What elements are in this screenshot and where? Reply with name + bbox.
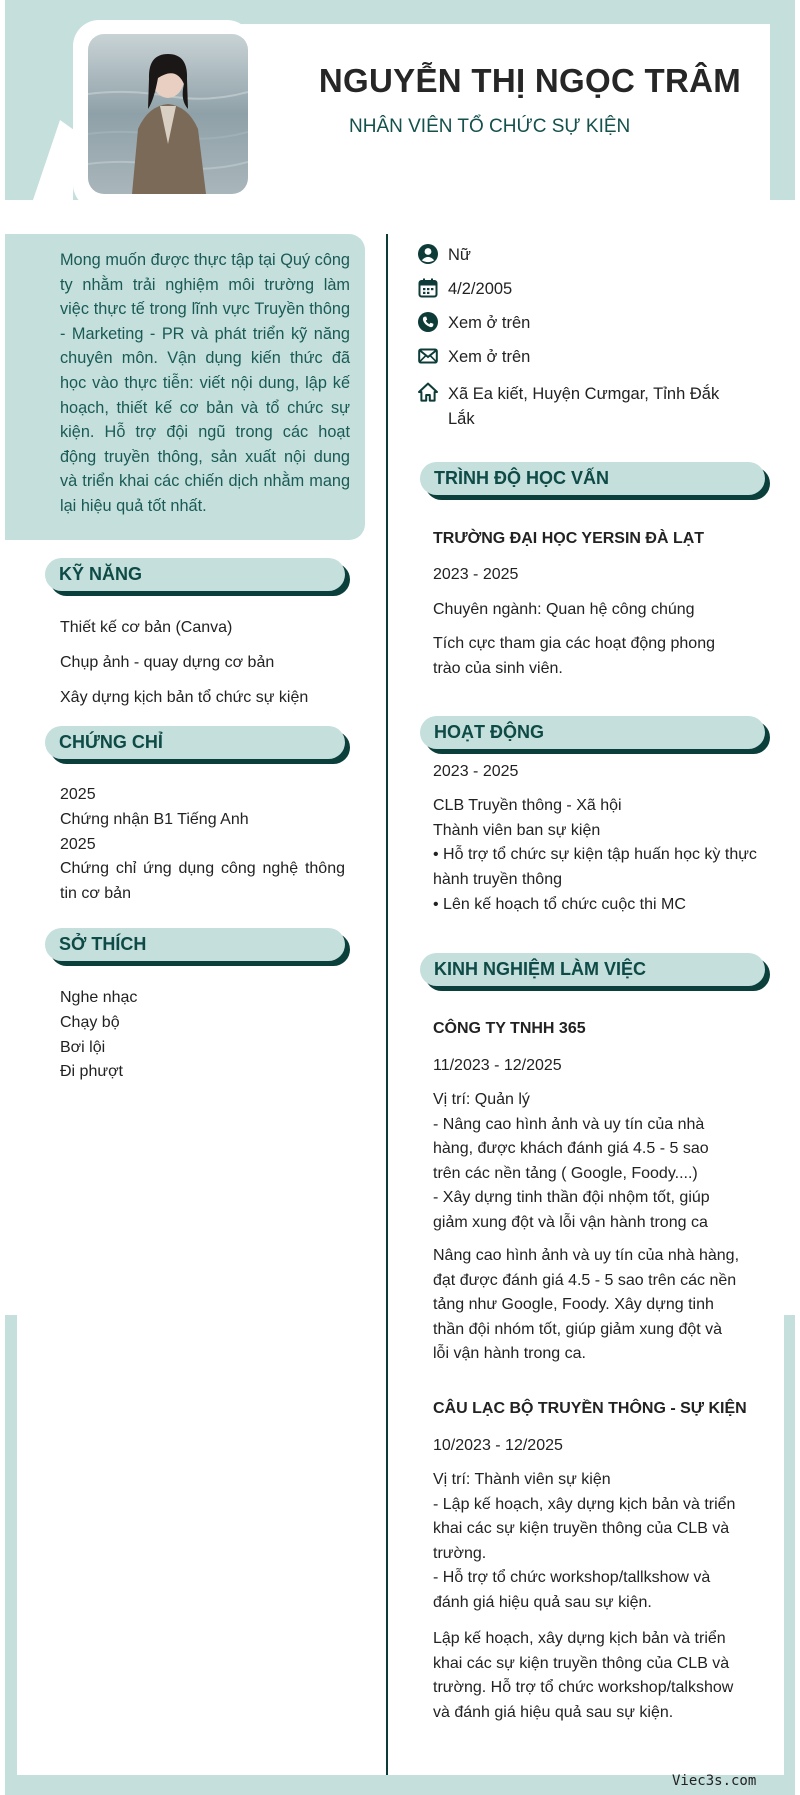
experience-title: KINH NGHIỆM LÀM VIỆC — [434, 959, 647, 979]
certificate-year: 2025 — [60, 836, 96, 853]
job-detail-line: - Nâng cao hình ảnh và uy tín của nhà hàng, được khách đánh giá 4.5 - 5 sao trên các nền tảng ( Google, Foody....) — [433, 1115, 709, 1182]
job-details — [433, 1088, 738, 1236]
education-note: Tích cực tham gia các hoạt động phong trào của sinh viên. — [433, 635, 715, 677]
calendar-icon — [418, 278, 438, 298]
skill-item: Xây dựng kịch bản tổ chức sự kiện — [60, 689, 309, 706]
education-title: TRÌNH ĐỘ HỌC VẤN — [434, 468, 609, 488]
skills-header — [45, 558, 345, 591]
gender: Nữ — [448, 246, 471, 264]
watermark: Viec3s.com — [672, 1773, 757, 1789]
job-period: 10/2023 - 12/2025 — [433, 1437, 563, 1454]
hobby-item: Đi phượt — [60, 1063, 123, 1080]
right-edge-band — [784, 1315, 795, 1780]
job-period: 11/2023 - 12/2025 — [433, 1057, 562, 1074]
column-divider — [386, 234, 388, 1775]
job-detail-line: - Xây dựng tinh thần đội nhộm tốt, giúp giảm xung đột và lỗi vận hành trong ca — [433, 1189, 710, 1231]
job-summary: Nâng cao hình ảnh và uy tín của nhà hàng, đạt được đánh giá 4.5 - 5 sao trên các nền tảng như Google, Foody. Xây dựng tinh thần đội nhóm tốt, giúp giảm xung đột và lỗi vận hành trong ca. — [433, 1247, 740, 1363]
job-detail-line: Vị trí: Quản lý — [433, 1091, 530, 1108]
education-school: TRƯỜNG ĐẠI HỌC YERSIN ĐÀ LẠT — [433, 530, 705, 547]
hobbies-title: SỞ THÍCH — [59, 934, 147, 954]
user-icon — [418, 244, 438, 264]
certificate-year: 2025 — [60, 786, 96, 803]
certificate-name: Chứng chỉ ứng dụng công nghệ thông tin cơ bản — [60, 860, 345, 902]
address: Xã Ea kiết, Huyện Cưmgar, Tỉnh Đắk Lắk — [448, 385, 720, 428]
education-period: 2023 - 2025 — [433, 566, 519, 583]
left-edge-band — [5, 1315, 17, 1780]
education-major: Chuyên ngành: Quan hệ công chúng — [433, 601, 695, 618]
birthday: 4/2/2005 — [448, 280, 513, 298]
hobby-item: Bơi lội — [60, 1039, 106, 1056]
job-company: CÂU LẠC BỘ TRUYỀN THÔNG - SỰ KIỆN — [433, 1400, 747, 1417]
skills-title: KỸ NĂNG — [59, 564, 143, 584]
activities-title: HOẠT ĐỘNG — [434, 722, 544, 742]
profile-photo — [88, 34, 248, 194]
objective-box — [5, 234, 365, 540]
mail-icon — [418, 346, 438, 366]
certificates-title: CHỨNG CHỈ — [59, 732, 163, 752]
home-icon — [418, 382, 438, 402]
job-company: CÔNG TY TNHH 365 — [433, 1020, 586, 1037]
activity-role: Thành viên ban sự kiện — [433, 822, 601, 839]
activities-header — [420, 716, 765, 749]
activity-org: CLB Truyền thông - Xã hội — [433, 797, 622, 814]
education-header — [420, 462, 765, 495]
job-summary: Lập kế hoạch, xây dựng kịch bản và triển khai các sự kiện truyền thông của CLB và trường. Hỗ trợ tổ chức workshop/talkshow và đánh giá hiệu quả sau sự kiện. — [433, 1630, 734, 1721]
experience-header — [420, 953, 765, 986]
job-detail-line: - Hỗ trợ tổ chức workshop/tallkshow và đánh giá hiệu quả sau sự kiện. — [433, 1569, 711, 1611]
activity-bullet: • Hỗ trợ tổ chức sự kiện tập huấn học kỳ thực hành truyền thông — [433, 846, 757, 888]
skill-item: Chụp ảnh - quay dựng cơ bản — [60, 654, 275, 671]
hobbies-header — [45, 928, 345, 961]
hobby-item: Chạy bộ — [60, 1014, 120, 1031]
skill-item: Thiết kế cơ bản (Canva) — [60, 619, 233, 636]
hobby-item: Nghe nhạc — [60, 989, 138, 1006]
candidate-name: NGUYỄN THỊ NGỌC TRÂM — [318, 62, 742, 99]
job-details — [433, 1468, 738, 1616]
activity-period: 2023 - 2025 — [433, 763, 519, 780]
job-detail-line: Vị trí: Thành viên sự kiện — [433, 1471, 611, 1488]
job-detail-line: - Lập kế hoạch, xây dựng kịch bản và triển khai các sự kiện truyền thông của CLB và trường. — [433, 1495, 736, 1562]
phone-icon — [418, 312, 438, 332]
activity-bullet: • Lên kế hoạch tổ chức cuộc thi MC — [433, 896, 686, 913]
certificates-header — [45, 726, 345, 759]
email: Xem ở trên — [448, 348, 531, 366]
objective-text: Mong muốn được thực tập tại Quý công ty nhằm trải nghiệm môi trường làm việc thực tế trong lĩnh vực Truyền thông - Marketing - PR và phát triển kỹ năng chuyên môn. Vận dụng kiến thức đã học vào thực tiễn: viết nội dung, lập kế hoạch, thiết kế cơ bản và tổ chức sự kiện. Hỗ trợ đội ngũ trong các hoạt động truyền thông, sản xuất nội dung và triển khai các chiến dịch nhằm mang lại hiệu quả tốt nhất. — [60, 251, 350, 515]
certificate-name: Chứng nhận B1 Tiếng Anh — [60, 811, 249, 828]
job-title: NHÂN VIÊN TỔ CHỨC SỰ KIỆN — [349, 116, 631, 137]
phone: Xem ở trên — [448, 314, 531, 332]
